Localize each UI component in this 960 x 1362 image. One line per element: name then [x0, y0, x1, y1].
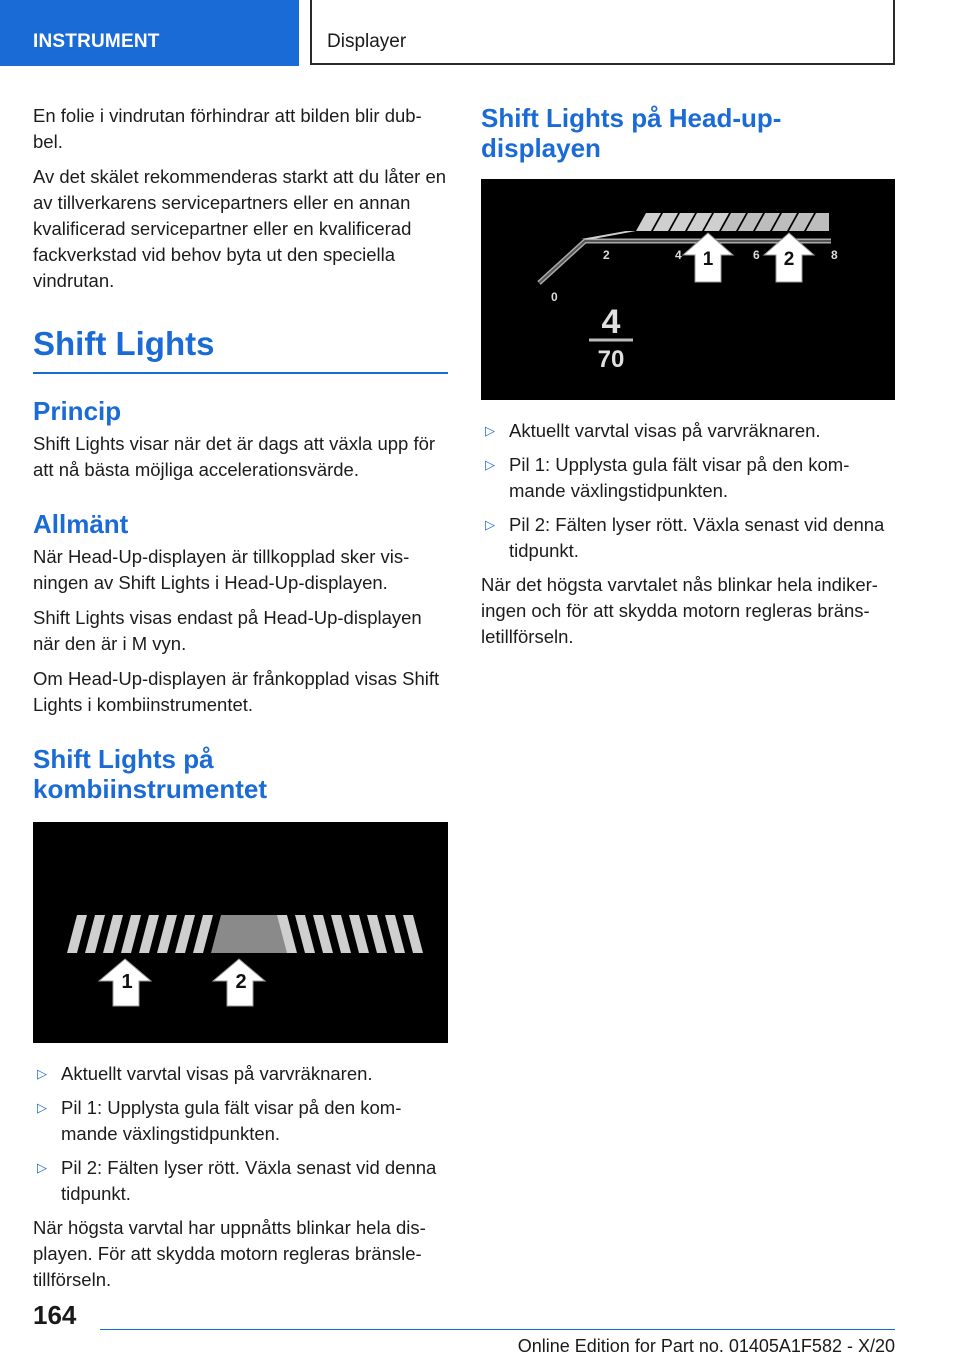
- kombi-shift-lights-figure: [33, 822, 448, 1043]
- allmant-paragraph-1: När Head-Up-displayen är tillkopplad sker vis-ningen av Shift Lights i Head-Up-displayen.: [33, 546, 410, 593]
- hud-shift-lights-figure: [481, 179, 895, 400]
- scale-label: 4: [675, 248, 682, 262]
- section-tab: INSTRUMENT: [0, 0, 299, 66]
- triangle-bullet-icon: ▷: [37, 1066, 47, 1081]
- kombi-heading: Shift Lights på kombiinstrumentet: [33, 744, 268, 804]
- page-number: 164: [33, 1300, 77, 1330]
- main-heading: Shift Lights: [33, 325, 215, 362]
- allmant-heading: Allmänt: [33, 509, 129, 539]
- scale-label: 0: [551, 290, 558, 304]
- list-item: ▷ Pil 1: Upplysta gula fält visar på den kom-mande växlingstidpunkten.: [485, 454, 850, 501]
- arrow-2-marker: [213, 959, 265, 1006]
- scale-label: 2: [603, 248, 610, 262]
- edition-footer: Online Edition for Part no. 01405A1F582 - X/20: [517, 1336, 895, 1356]
- svg-text:1: 1: [702, 249, 714, 270]
- shift-light-segments-left: [67, 915, 213, 953]
- allmant-paragraph-3: Om Head-Up-displayen är frånkopplad visas Shift Lights i kombiinstrumentet.: [33, 668, 440, 715]
- hud-closing-paragraph: När det högsta varvtalet nås blinkar hela indiker-ingen och för att skydda motorn regleras bräns-letillförseln.: [481, 574, 878, 647]
- list-item: ▷ Pil 2: Fälten lyser rött. Växla senast vid denna tidpunkt.: [37, 1157, 437, 1204]
- list-item: ▷ Pil 1: Upplysta gula fält visar på den kom-mande växlingstidpunkten.: [37, 1097, 402, 1144]
- list-item: ▷ Aktuellt varvtal visas på varvräknaren.: [33, 1061, 448, 1087]
- speed-display: 70: [597, 346, 625, 373]
- princip-heading: Princip: [33, 396, 122, 426]
- intro-paragraph-1: En folie i vindrutan förhindrar att bilden blir dub-bel.: [33, 105, 422, 152]
- list-item: ▷ Pil 2: Fälten lyser rött. Växla senast vid denna tidpunkt.: [485, 514, 885, 561]
- scale-label: 6: [753, 248, 760, 262]
- kombi-illustration: [33, 822, 448, 1043]
- triangle-bullet-icon: ▷: [37, 1160, 47, 1175]
- kombi-bullet-list: [33, 1061, 448, 1207]
- svg-text:2: 2: [783, 249, 795, 270]
- arrow-1-marker: [99, 959, 151, 1006]
- triangle-bullet-icon: ▷: [37, 1100, 47, 1115]
- hud-bullet-list: [481, 418, 895, 564]
- allmant-paragraph-2: Shift Lights visas endast på Head-Up-displayen när den är i M vyn.: [33, 607, 422, 654]
- shift-light-segments-right: [277, 915, 423, 953]
- kombi-closing-paragraph: När högsta varvtal har uppnåtts blinkar hela dis-playen. För att skydda motorn regleras bränsle-tillförseln.: [33, 1217, 426, 1290]
- scale-label: 8: [831, 248, 838, 262]
- left-column: [33, 103, 448, 1302]
- chapter-title: Displayer: [310, 0, 895, 65]
- triangle-bullet-icon: ▷: [485, 423, 495, 438]
- heading-divider: [33, 372, 448, 374]
- princip-paragraph: Shift Lights visar när det är dags att växla upp för att nå bästa möjliga accelerationsvärde.: [33, 433, 436, 480]
- footer-divider: [100, 1329, 895, 1330]
- triangle-bullet-icon: ▷: [485, 517, 495, 532]
- intro-paragraph-2: Av det skälet rekommenderas starkt att du låter en av tillverkarens servicepartners eller en annan kvalificerad servicepartner eller en kvalificerad fackverkstad vid behov byta ut den speciella vindrutan.: [33, 166, 447, 291]
- shift-light-segment-center: [211, 915, 289, 953]
- gear-display: 4: [601, 303, 621, 341]
- list-item: ▷ Aktuellt varvtal visas på varvräknaren.: [481, 418, 895, 444]
- hud-heading: Shift Lights på Head-up-displayen: [481, 103, 782, 163]
- hud-illustration: [481, 179, 895, 400]
- right-column: [481, 103, 895, 659]
- svg-text:2: 2: [235, 971, 247, 993]
- triangle-bullet-icon: ▷: [485, 457, 495, 472]
- svg-text:1: 1: [121, 971, 133, 993]
